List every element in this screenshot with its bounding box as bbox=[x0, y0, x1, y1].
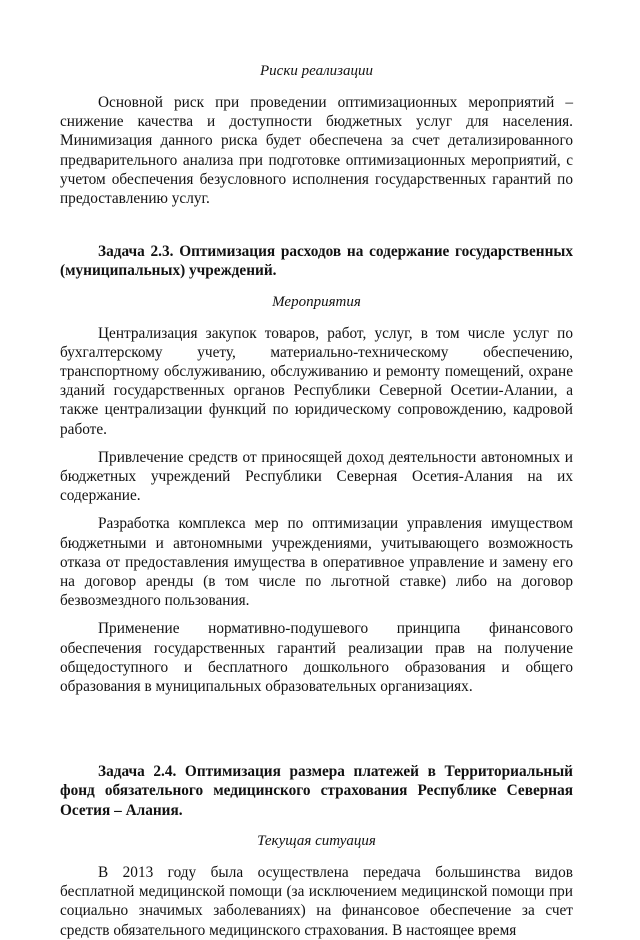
current-situation-paragraph: В 2013 году была осуществлена передача большинства видов бесплатной медицинской помощи (за исключением медицинской помощи при социально значимых заболеваниях) на финансовое обеспечение за счет средств обязательного медицинского страхования. В настоящее время bbox=[60, 863, 573, 939]
text-column bbox=[60, 62, 573, 940]
section-heading-current-situation: Текущая ситуация bbox=[257, 832, 376, 849]
task-2-3-title: Задача 2.3. Оптимизация расходов на содержание государственных (муниципальных) учреждений. bbox=[60, 243, 573, 280]
section-heading-risks: Риски реализации bbox=[260, 63, 373, 79]
task-2-4-title: Задача 2.4. Оптимизация размера платежей в Территориальный фонд обязательного медицинского страхования Республике Северная Осетия – Алания. bbox=[60, 763, 573, 819]
risks-paragraph: Основной риск при проведении оптимизационных мероприятий – снижение качества и доступности бюджетных услуг для населения. Минимизация данного риска будет обеспечена за счет детализированного предварительного анализа при подготовке оптимизационных мероприятий, с учетом обеспечения безусловного исполнения государственных гарантий по предоставлению услуг. bbox=[60, 94, 573, 208]
section-heading-measures: Мероприятия bbox=[272, 293, 361, 310]
measure-paragraph-centralization: Централизация закупок товаров, работ, услуг, в том числе услуг по бухгалтерскому учету, материально-техническому обеспечению, транспортному обслуживанию, обслуживанию и ремонту помещений, охране зданий государственных органов Республики Северной Осетии-Алании, а также централизации функций по юридическому сопровождению, кадровой работе. bbox=[60, 324, 573, 438]
measure-paragraph-property: Разработка комплекса мер по оптимизации управления имуществом бюджетными и автономными учреждениями, учитывающего возможность отказа от предоставления имущества в оперативное управление и замену его на договор аренды (в том числе по льготной ставке) либо на договор безвозмездного пользования. bbox=[60, 515, 573, 610]
measure-paragraph-income: Привлечение средств от приносящей доход деятельности автономных и бюджетных учреждений Республики Северная Осетия-Алания на их содержание. bbox=[60, 448, 573, 505]
measure-paragraph-per-capita: Применение нормативно-подушевого принципа финансового обеспечения государственных гарантий реализации прав на получение общедоступного и бесплатного дошкольного образования и общего образования в муниципальных образовательных организациях. bbox=[60, 620, 573, 696]
